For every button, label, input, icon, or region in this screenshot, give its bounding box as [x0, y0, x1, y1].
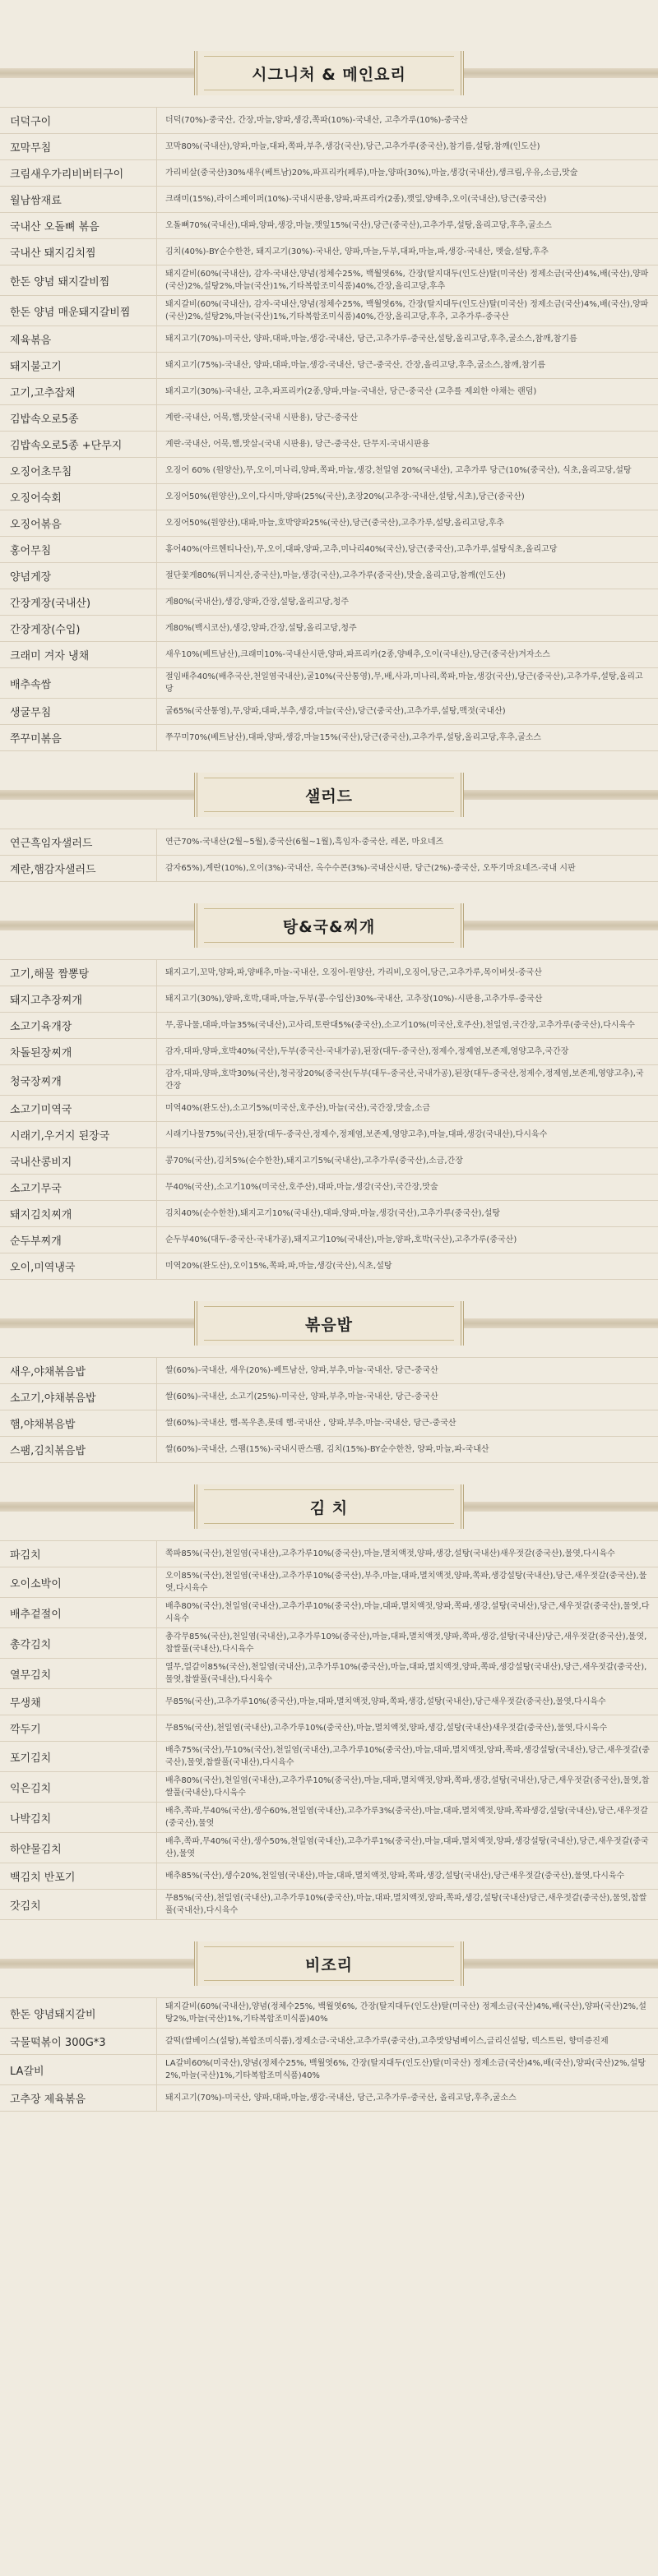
origin-info: 쭈꾸미70%(베트남산),대파,양파,생강,마늘15%(국산),당근(중국산),고추가루,설탕,올리고당,후추,굴소스 — [156, 725, 658, 750]
table-row — [0, 1122, 658, 1148]
header-plate — [194, 1484, 464, 1529]
table-row — [0, 2085, 658, 2112]
section-title: 샐러드 — [304, 787, 354, 806]
header-plate — [194, 1941, 464, 1986]
section-header — [0, 1301, 658, 1346]
table-row — [0, 1863, 658, 1890]
origin-info: 돼지갈비(60%(국내산), 감자-국내산,양념(정체수25%, 백월엿6%, 간장(탈지대두(인도산)탈(미국산) 정제소금(국산)4%,배(국산),양파(국산)2%,설탕2%,마늘(국산)1%,기타복합조미식품)40%,간장,올리고당,후추 — [156, 265, 658, 295]
origin-info: 감자65%),계란(10%),오이(3%)-국내산, 옥수수콘(3%)-국내산시판, 당근(2%)-중국산, 오뚜기마요네즈-국내 시판 — [156, 856, 658, 881]
menu-item-name: 새우,야채볶음밥 — [10, 1366, 86, 1378]
menu-item-name: 고추장 제육볶음 — [10, 2094, 86, 2106]
header-spacer — [0, 948, 658, 959]
table-row — [0, 1689, 658, 1715]
origin-info: LA갈비60%(미국산),양념(정체수25%, 백월엿6%, 간장(탈지대두(인도산)탈(미국산) 정제소금(국산)4%,배(국산),양파(국산)2%,설탕2%,마늘(국산)1%,기타복합조미식품)40% — [156, 2055, 658, 2084]
origin-info: 절임배추40%(배추국산,천일염국내산),굴10%(국산통영),무,배,사과,미나리,쪽파,마늘,생강(국산),당근(중국산),고추가루,설탕,올리고당 — [156, 668, 658, 698]
table-row — [0, 510, 658, 537]
section-title: 비조리 — [304, 1955, 354, 1974]
table-row — [0, 296, 658, 326]
table-row — [0, 1227, 658, 1253]
menu-item-name: 돼지김치찌개 — [10, 1209, 72, 1221]
menu-item-name: 소고기미역국 — [10, 1104, 72, 1116]
section-header — [0, 1484, 658, 1529]
header-spacer — [0, 95, 658, 107]
origin-info: 미역20%(완도산),오이15%,쪽파,파,마늘,생강(국산),식초,설탕 — [156, 1253, 658, 1279]
table-row — [0, 642, 658, 668]
menu-item-name: 깍두기 — [10, 1724, 41, 1736]
origin-info: 게80%(국내산),생강,양파,간장,설탕,올리고당,청주 — [156, 589, 658, 615]
table-row — [0, 537, 658, 563]
origin-info: 계란-국내산, 어묵,햄,맛살-(국내 시판용), 당근-중국산 — [156, 405, 658, 431]
origin-info: 쌀(60%)-국내산, 햄-목우촌,롯데 햄-국내산 , 양파,부추,마늘-국내산, 당근-중국산 — [156, 1410, 658, 1436]
origin-info: 배추,쪽파,무40%(국산),생수50%,천일염(국내산),고추가루1%(중국산),마늘,대파,멸치액젓,양파,생강설탕(국내산),당근,새우젓갈(중국산),물엿 — [156, 1833, 658, 1863]
table-row — [0, 668, 658, 699]
table-row — [0, 1410, 658, 1437]
origin-info: 김치40%(순수한찬),돼지고기10%(국내산),대파,양파,마늘,생강(국산),고추가루(중국산),설탕 — [156, 1201, 658, 1226]
table-row — [0, 1715, 658, 1742]
menu-item-name: 포기김치 — [10, 1752, 52, 1765]
menu-item-name: 시래기,우거지 된장국 — [10, 1130, 110, 1143]
menu-item-name: 국물떡볶이 300G*3 — [10, 2037, 106, 2049]
table-row — [0, 1201, 658, 1227]
menu-item-name: 오이소박이 — [10, 1577, 62, 1590]
menu-item-name: 백김치 반포기 — [10, 1872, 76, 1884]
origin-info: 갈떡(쌀베이스(설탕),복합조미식품),정제소금-국내산,고추가루(중국산),고추맛양념베이스,글리신설탕, 덱스트린, 향미증진제 — [156, 2029, 658, 2054]
table-row — [0, 589, 658, 616]
origin-info: 쌀(60%)-국내산, 스팸(15%)-국내시판스팸, 김치(15%)-BY순수한찬, 양파,마늘,파-국내산 — [156, 1437, 658, 1462]
origin-info: 김치(40%)-BY순수한찬, 돼지고기(30%)-국내산, 양파,마늘,두부,대파,마늘,파,생강-국내산, 멧술,설탕,후추 — [156, 239, 658, 265]
table-row — [0, 2029, 658, 2055]
menu-item-name: 국내산 오돌뼈 볶음 — [10, 221, 100, 233]
origin-table — [0, 1540, 658, 1920]
table-row — [0, 134, 658, 160]
table-row — [0, 1357, 658, 1384]
menu-item-name: 나박김치 — [10, 1812, 52, 1826]
table-row — [0, 1772, 658, 1803]
origin-info: 감자,대파,양파,호박30%(국산),청국장20%(중국산(두부(대두-중국산,국내가공),된장(대두-중국산,정제수,정제염,보존제,영양고추),국간장 — [156, 1065, 658, 1095]
header-spacer — [0, 1346, 658, 1357]
header-plate — [194, 51, 464, 95]
menu-item-name: 양념게장 — [10, 571, 52, 584]
menu-item-name: 간장게장(국내산) — [10, 598, 91, 610]
origin-info: 돼지고기(30%)-국내산, 고추,파프리카(2종,양파,마늘-국내산, 당근-중국산 (고추를 제외한 야채는 랜덤) — [156, 379, 658, 404]
menu-item-name: 고기,해물 짬뽕탕 — [10, 968, 90, 981]
table-row — [0, 725, 658, 751]
table-row — [0, 1567, 658, 1598]
origin-info: 시래기나물75%(국산),된장(대두-중국산,정제수,정제염,보존제,영양고추),마늘,대파,생강(국내산),다시육수 — [156, 1122, 658, 1147]
menu-item-name: 소고기육개장 — [10, 1021, 72, 1033]
origin-info: 돼지고기(30%),양파,호박,대파,마늘,두부(콩-수입산)30%-국내산, 고추장(10%)-시판용,고추가루-중국산 — [156, 986, 658, 1012]
table-row — [0, 2055, 658, 2085]
origin-info: 콩70%(국산),김치5%(순수한찬),돼지고기5%(국내산),고추가루(중국산),소금,간장 — [156, 1148, 658, 1174]
menu-item-name: 간장게장(수입) — [10, 624, 81, 636]
origin-info: 돼지고기,꼬막,양파,파,양배추,마늘-국내산, 오징어-원양산, 가리비,오징어,당근,고추가루,목이버섯-중국산 — [156, 960, 658, 986]
table-row — [0, 160, 658, 187]
origin-info: 돼지갈비(60%(국내산),양념(정체수25%, 백월엿6%, 간장(탈지대두(인도산)탈(미국산) 정제소금(국산)4%,배(국산),양파(국산)2%,설탕2%,마늘(국산)1%,기타복합조미식품)40% — [156, 1998, 658, 2028]
origin-info: 오징어50%(원양산),오이,다시마,양파(25%(국산),초장20%(고추장-국내산,설탕,식초),당근(중국산) — [156, 484, 658, 510]
table-row — [0, 856, 658, 882]
table-row — [0, 405, 658, 432]
table-row — [0, 458, 658, 484]
section-title: 시그니처 & 메인요리 — [252, 65, 406, 84]
origin-info: 열무,얼갈이85%(국산),천일염(국내산),고추가루10%(중국산),마늘,대파,멸치액젓,양파,쪽파,생강설탕(국내산),당근,새우젓갈(중국산),물엿,찹쌀풀(국내산),다시육수 — [156, 1659, 658, 1688]
menu-item-name: 계란,햄감자샐러드 — [10, 864, 96, 876]
table-row — [0, 379, 658, 405]
origin-info: 배추80%(국산),천일염(국내산),고추가루10%(중국산),마늘,대파,멸치액젓,양파,쪽파,생강,설탕(국내산),당근,새우젓갈(중국산),물엿,다시육수 — [156, 1598, 658, 1627]
origin-info: 절단꽃게80%(튀니지산,중국산),마늘,생강(국산),고추가루(중국산),맛술,올리고당,참깨(인도산) — [156, 563, 658, 589]
menu-item-name: 오징어볶음 — [10, 519, 62, 531]
header-spacer — [0, 1986, 658, 1997]
menu-item-name: 국내산콩비지 — [10, 1156, 72, 1169]
origin-info: 계란-국내산, 어묵,햄,맛살-(국내 시판용), 당근-중국산, 단무지-국내시판용 — [156, 432, 658, 457]
header-plate — [194, 773, 464, 817]
origin-info: 미역40%(완도산),소고기5%(미국산,호주산),마늘(국산),국간장,맛술,소금 — [156, 1096, 658, 1121]
menu-item-name: 햄,야채볶음밥 — [10, 1419, 76, 1431]
menu-item-name: 김밥속오로5종 +단무지 — [10, 440, 123, 452]
table-row — [0, 1437, 658, 1463]
origin-info: 무,콩나물,대파,마늘35%(국내산),고사리,토란대5%(중국산),소고기10%(미국산,호주산),천일염,국간장,고추가루(중국산),다시육수 — [156, 1013, 658, 1038]
origin-info: 꼬막80%(국내산),양파,마늘,대파,쪽파,부추,생강(국산),당근,고추가루(중국산),참기름,설탕,참깨(인도산) — [156, 134, 658, 159]
origin-info: 배추75%(국산),무10%(국산),천일염(국내산),고추가루10%(중국산),마늘,대파,멸치액젓,양파,쪽파,생강설탕(국내산),당근,새우젓갈(중국산),물엿,찹쌀풀(국내산),다시육수 — [156, 1742, 658, 1771]
origin-info: 쌀(60%)-국내산, 소고기(25%)-미국산, 양파,부추,마늘-국내산, 당근-중국산 — [156, 1384, 658, 1410]
menu-item-name: 국내산 돼지김치찜 — [10, 247, 96, 260]
origin-info: 연근70%-국내산(2월~5월),중국산(6월~1월),흑임자-중국산, 레몬, 마요네즈 — [156, 829, 658, 855]
table-row — [0, 829, 658, 856]
origin-info: 쪽파85%(국산),천일염(국내산),고추가루10%(중국산),마늘,멸치액젓,양파,생강,설탕(국내산)새우젓갈(중국산),물엿,다시육수 — [156, 1541, 658, 1567]
origin-info: 무85%(국산),천일염(국내산),고추가루10%(중국산),마늘,멸치액젓,양파,생강,설탕(국내산)새우젓갈(중국산),물엿,다시육수 — [156, 1715, 658, 1741]
origin-info: 오돌뼈70%(국내산),대파,양파,생강,마늘,깻잎15%(국산),당근(중국산),고추가루,설탕,올리고당,후추,굴소스 — [156, 213, 658, 238]
origin-info: 돼지고기(70%)-미국산, 양파,대파,마늘,생강-국내산, 당근,고추가루-중국산,설탕,올리고당,후추,굴소스,참깨,참기름 — [156, 326, 658, 352]
origin-table — [0, 1357, 658, 1463]
table-row — [0, 1065, 658, 1096]
menu-item-name: 소고기,야채볶음밥 — [10, 1392, 96, 1405]
table-row — [0, 239, 658, 265]
menu-item-name: 하얀물김치 — [10, 1843, 62, 1856]
origin-info: 무85%(국산),고추가루10%(중국산),마늘,대파,멸치액젓,양파,쪽파,생강,설탕(국내산),당근새우젓갈(중국산),물엿,다시육수 — [156, 1689, 658, 1715]
origin-info: 오징어 60% (원양산),무,오이,미나리,양파,쪽파,마늘,생강,천일염 20%(국내산), 고추가루 당근(10%(중국산), 식초,올리고당,설탕 — [156, 458, 658, 483]
table-row — [0, 107, 658, 134]
table-row — [0, 1659, 658, 1689]
origin-info: 새우10%(베트남산),크래미10%-국내산시판,양파,파프리카(2종,양배추,오이(국내산),당근(중국산)겨자소스 — [156, 642, 658, 667]
menu-item-name: 오이,미역냉국 — [10, 1262, 76, 1274]
section-gap — [0, 1463, 658, 1484]
menu-item-name: 배추겉절이 — [10, 1608, 62, 1621]
origin-info: 돼지고기(75%)-국내산, 양파,대파,마늘,생강-국내산, 당근-중국산, 간장,올리고당,후추,굴소스,참깨,참기름 — [156, 353, 658, 378]
table-row — [0, 187, 658, 213]
table-row — [0, 1803, 658, 1833]
menu-item-name: 제육볶음 — [10, 335, 52, 347]
menu-item-name: 갓김치 — [10, 1900, 41, 1913]
table-row — [0, 265, 658, 296]
table-row — [0, 1175, 658, 1201]
menu-item-name: 열무김치 — [10, 1669, 52, 1682]
menu-item-name: 무생채 — [10, 1697, 41, 1710]
menu-item-name: 고기,고추잡채 — [10, 387, 76, 399]
menu-item-name: 한돈 양념 돼지갈비찜 — [10, 275, 110, 289]
menu-item-name: 한돈 양념돼지갈비 — [10, 2008, 96, 2021]
menu-item-name: 청국장찌개 — [10, 1075, 62, 1088]
menu-item-name: 돼지고추장찌개 — [10, 995, 82, 1007]
table-row — [0, 986, 658, 1013]
origin-info: 돼지갈비(60%(국내산), 감자-국내산,양념(정체수25%, 백월엿6%, 간장(탈지대두(인도산)탈(미국산) 정제소금(국산)4%,배(국산),양파(국산)2%,설탕2%,마늘(국산)1%,기타복합조미식품)40%,간장,올리고당,후추, 고추가루-중국산 — [156, 296, 658, 325]
origin-info: 감자,대파,양파,호박40%(국산),두부(중국산-국내가공),된장(대두-중국산),정제수,정제염,보존제,영양고추,국간장 — [156, 1039, 658, 1064]
table-row — [0, 563, 658, 589]
origin-table — [0, 829, 658, 882]
menu-item-name: 익은김치 — [10, 1782, 52, 1795]
table-row — [0, 1997, 658, 2029]
table-row — [0, 1384, 658, 1410]
origin-info: 굴65%(국산통영),무,양파,대파,부추,생강,마늘(국산),당근(중국산),고추가루,설탕,맥젓(국내산) — [156, 699, 658, 724]
origin-info: 게80%(백시코산),생강,양파,간장,설탕,올리고당,청주 — [156, 616, 658, 641]
table-row — [0, 1598, 658, 1628]
section-title: 볶음밥 — [304, 1315, 354, 1334]
origin-table — [0, 959, 658, 1280]
menu-item-name: 크림새우가리비버터구이 — [10, 169, 124, 181]
table-row — [0, 1628, 658, 1659]
table-row — [0, 1039, 658, 1065]
table-row — [0, 1253, 658, 1280]
menu-item-name: 파김치 — [10, 1549, 41, 1562]
origin-info: 순두부40%(대두-중국산-국내가공),돼지고기10%(국내산),마늘,양파,호박(국산),고추가루(중국산) — [156, 1227, 658, 1253]
section-gap — [0, 1280, 658, 1301]
origin-info: 배추80%(국산),천일염(국내산),고추가루10%(중국산),마늘,대파,멸치액젓,양파,쪽파,생강,설탕(국내산),당근,새우젓갈(중국산),물엿,찹쌀풀(국내산),다시육수 — [156, 1772, 658, 1802]
menu-item-name: LA갈비 — [10, 2065, 44, 2078]
origin-info: 돼지고기(70%)-미국산, 양파,대파,마늘,생강-국내산, 당근,고추가루-중국산, 올리고당,후추,굴소스 — [156, 2085, 658, 2111]
section-title: 김 치 — [309, 1498, 349, 1517]
menu-item-name: 소고기무국 — [10, 1183, 62, 1195]
origin-info: 더덕(70%)-중국산, 간장,마늘,양파,생강,쪽파(10%)-국내산, 고추가루(10%)-중국산 — [156, 108, 658, 133]
origin-info: 오이85%(국산),천일염(국내산),고추가루10%(중국산),부추,마늘,대파,멸치액젓,양파,쪽파,생강설탕(국내산),당근,새우젓갈(중국산),물엿,다시육수 — [156, 1567, 658, 1597]
menu-item-name: 한돈 양념 매운돼지갈비찜 — [10, 306, 131, 319]
table-row — [0, 1013, 658, 1039]
menu-item-name: 쭈꾸미볶음 — [10, 733, 62, 746]
header-plate — [194, 1301, 464, 1346]
origin-info: 무40%(국산),소고기10%(미국산,호주산),대파,마늘,생강(국산),국간장,맛술 — [156, 1175, 658, 1200]
section-header — [0, 773, 658, 817]
table-row — [0, 616, 658, 642]
origin-info: 크래미(15%),라이스페이퍼(10%)-국내시판용,양파,파프리카(2종),깻잎,양배추,오이(국내산),당근(중국산) — [156, 187, 658, 212]
menu-item-name: 차돌된장찌개 — [10, 1047, 72, 1059]
table-row — [0, 326, 658, 353]
menu-item-name: 크래미 겨자 냉채 — [10, 650, 90, 662]
menu-item-name: 월남쌈재료 — [10, 195, 62, 207]
section-gap — [0, 751, 658, 773]
menu-item-name: 배추속쌈 — [10, 678, 52, 691]
origin-info: 쌀(60%)-국내산, 새우(20%)-베트남산, 양파,부추,마늘-국내산, 당근-중국산 — [156, 1358, 658, 1383]
header-spacer — [0, 817, 658, 829]
table-row — [0, 353, 658, 379]
header-plate — [194, 903, 464, 948]
menu-item-name: 김밥속오로5종 — [10, 413, 79, 426]
table-row — [0, 1148, 658, 1175]
table-row — [0, 959, 658, 986]
origin-info: 가리비살(중국산)30%새우(베트남)20%,파프리카(페루),마늘,양파(30%),마늘,생강(국내산),생크림,우유,소금,맛술 — [156, 160, 658, 186]
origin-info: 총각무85%(국산),천일염(국내산),고추가루10%(중국산),마늘,대파,멸치액젓,양파,쪽파,생강,설탕(국내산)당근,새우젓갈(중국산),물엿,찹쌀풀(국내산),다시육수 — [156, 1628, 658, 1658]
section-header — [0, 51, 658, 95]
origin-info: 무85%(국산),천일염(국내산),고추가루10%(중국산),마늘,대파,멸치액젓,양파,쪽파,생강,설탕(국내산)당근,새우젓갈(중국산),물엿,찹쌀풀(국내산),다시육수 — [156, 1890, 658, 1919]
origin-info: 오징어50%(원양산),대파,마늘,호박양파25%(국산),당근(중국산),고추가루,설탕,올리고당,후추 — [156, 510, 658, 536]
table-row — [0, 432, 658, 458]
table-row — [0, 1890, 658, 1920]
menu-item-name: 오징어숙회 — [10, 492, 62, 505]
table-row — [0, 1742, 658, 1772]
table-row — [0, 1833, 658, 1863]
menu-item-name: 홍어무침 — [10, 545, 52, 557]
origin-table — [0, 107, 658, 751]
menu-item-name: 생굴무침 — [10, 707, 52, 719]
header-spacer — [0, 1529, 658, 1540]
menu-item-name: 총각김치 — [10, 1638, 52, 1651]
menu-item-name: 스팸,김치볶음밥 — [10, 1445, 86, 1457]
origin-table — [0, 1997, 658, 2112]
table-row — [0, 1540, 658, 1567]
table-row — [0, 699, 658, 725]
table-row — [0, 1096, 658, 1122]
menu-item-name: 꼬막무침 — [10, 142, 52, 155]
origin-info: 홍어40%(아르헨티나산),무,오이,대파,양파,고추,미나리40%(국산),당근(중국산),고추가루,설탕식초,올리고당 — [156, 537, 658, 562]
menu-item-name: 오징어초무침 — [10, 466, 72, 478]
section-header — [0, 903, 658, 948]
origin-info: 배추,쪽파,무40%(국산),생수60%,천일염(국내산),고추가루3%(중국산),마늘,대파,멸치액젓,양파,쪽파생강,설탕(국내산),당근,새우젓갈(중국산),물엿 — [156, 1803, 658, 1832]
menu-item-name: 연근흑임자샐러드 — [10, 838, 93, 850]
menu-item-name: 돼지불고기 — [10, 361, 62, 373]
section-title: 탕&국&찌개 — [282, 917, 376, 936]
table-row — [0, 213, 658, 239]
table-row — [0, 484, 658, 510]
origin-info: 배추85%(국산),생수20%,천일염(국내산),마늘,대파,멸치액젓,양파,쪽파,생강,설탕(국내산),당근새우젓갈(중국산),물엿,다시육수 — [156, 1863, 658, 1889]
menu-item-name: 더덕구이 — [10, 116, 52, 128]
section-gap — [0, 882, 658, 903]
section-header — [0, 1941, 658, 1986]
menu-item-name: 순두부찌개 — [10, 1235, 62, 1248]
section-gap — [0, 1920, 658, 1941]
